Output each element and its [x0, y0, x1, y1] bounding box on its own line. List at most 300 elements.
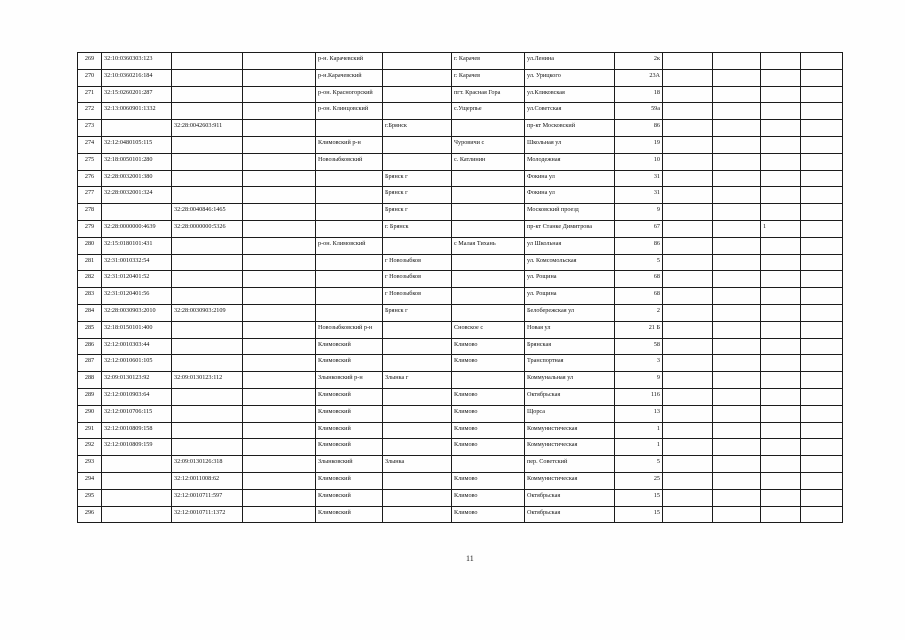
cadastral-number-cell: 32:28:0032001:324 [102, 187, 172, 204]
land-cadastral-number-cell [172, 355, 243, 372]
district-cell [316, 120, 383, 137]
empty-cell [801, 489, 843, 506]
land-cadastral-number-cell [172, 288, 243, 305]
table-row [78, 187, 843, 204]
street-cell: Щорса [525, 405, 615, 422]
row-number-cell: 292 [78, 439, 102, 456]
empty-cell [801, 204, 843, 221]
empty-cell [243, 53, 316, 70]
empty-cell [801, 103, 843, 120]
empty-cell [713, 288, 761, 305]
settlement-cell [383, 472, 452, 489]
table-row [78, 338, 843, 355]
table-row [78, 53, 843, 70]
empty-cell [663, 456, 713, 473]
empty-cell [801, 254, 843, 271]
locality-cell: г. Карачев [452, 69, 525, 86]
settlement-cell [383, 103, 452, 120]
empty-cell [713, 153, 761, 170]
settlement-cell [383, 153, 452, 170]
empty-cell [663, 187, 713, 204]
empty-cell [663, 136, 713, 153]
table-row [78, 136, 843, 153]
settlement-cell [383, 237, 452, 254]
locality-cell [452, 204, 525, 221]
district-cell: Климовский [316, 338, 383, 355]
locality-cell [452, 304, 525, 321]
empty-cell [801, 237, 843, 254]
land-cadastral-number-cell [172, 439, 243, 456]
district-cell: Климовский [316, 405, 383, 422]
empty-cell [713, 472, 761, 489]
table-row [78, 388, 843, 405]
street-cell: ул.Кликовская [525, 86, 615, 103]
house-number-cell: 116 [615, 388, 663, 405]
house-number-cell: 31 [615, 170, 663, 187]
table-row [78, 304, 843, 321]
empty-cell [801, 288, 843, 305]
row-number-cell: 280 [78, 237, 102, 254]
house-number-cell: 18 [615, 86, 663, 103]
empty-cell [243, 372, 316, 389]
empty-cell [801, 405, 843, 422]
land-cadastral-number-cell [172, 321, 243, 338]
empty-cell [663, 120, 713, 137]
locality-cell [452, 271, 525, 288]
empty-cell [663, 422, 713, 439]
street-cell: пр-кт Московский [525, 120, 615, 137]
row-number-cell: 270 [78, 69, 102, 86]
empty-cell [713, 170, 761, 187]
empty-cell [713, 136, 761, 153]
empty-cell [713, 372, 761, 389]
house-number-cell: 2к [615, 53, 663, 70]
locality-cell: г. Карачев [452, 53, 525, 70]
street-cell: Брянская [525, 338, 615, 355]
land-cadastral-number-cell: 32:28:0040846:1465 [172, 204, 243, 221]
street-cell: Коммунальная ул [525, 372, 615, 389]
locality-cell: Сновское с [452, 321, 525, 338]
empty-cell [243, 187, 316, 204]
empty-cell [801, 120, 843, 137]
locality-cell [452, 187, 525, 204]
empty-cell [663, 288, 713, 305]
house-number-cell: 2 [615, 304, 663, 321]
empty-cell [713, 220, 761, 237]
empty-cell [243, 405, 316, 422]
empty-cell [801, 388, 843, 405]
row-number-cell: 293 [78, 456, 102, 473]
house-number-cell: 68 [615, 288, 663, 305]
land-cadastral-number-cell [172, 187, 243, 204]
house-number-cell: 19 [615, 136, 663, 153]
cadastral-number-cell: 32:28:0032001:380 [102, 170, 172, 187]
cadastral-number-cell [102, 204, 172, 221]
row-number-cell: 279 [78, 220, 102, 237]
page-number: 11 [466, 554, 474, 563]
row-number-cell: 285 [78, 321, 102, 338]
extra-cell [761, 321, 801, 338]
row-number-cell: 282 [78, 271, 102, 288]
settlement-cell [383, 338, 452, 355]
settlement-cell: г Новозыбков [383, 254, 452, 271]
row-number-cell: 289 [78, 388, 102, 405]
extra-cell [761, 103, 801, 120]
empty-cell [663, 204, 713, 221]
empty-cell [801, 355, 843, 372]
settlement-cell: Брянск г [383, 204, 452, 221]
district-cell: р-он. Климовский [316, 237, 383, 254]
empty-cell [243, 456, 316, 473]
empty-cell [713, 405, 761, 422]
empty-cell [243, 220, 316, 237]
empty-cell [801, 170, 843, 187]
empty-cell [713, 506, 761, 523]
settlement-cell [383, 422, 452, 439]
extra-cell [761, 187, 801, 204]
street-cell: Новая ул [525, 321, 615, 338]
row-number-cell: 281 [78, 254, 102, 271]
empty-cell [713, 489, 761, 506]
table-row [78, 153, 843, 170]
street-cell: ул. Рощина [525, 271, 615, 288]
empty-cell [801, 53, 843, 70]
settlement-cell [383, 388, 452, 405]
land-cadastral-number-cell [172, 237, 243, 254]
empty-cell [801, 422, 843, 439]
extra-cell [761, 170, 801, 187]
row-number-cell: 271 [78, 86, 102, 103]
settlement-cell [383, 489, 452, 506]
house-number-cell: 13 [615, 405, 663, 422]
house-number-cell: 86 [615, 120, 663, 137]
row-number-cell: 275 [78, 153, 102, 170]
house-number-cell: 68 [615, 271, 663, 288]
land-cadastral-number-cell [172, 170, 243, 187]
empty-cell [243, 69, 316, 86]
empty-cell [663, 439, 713, 456]
row-number-cell: 269 [78, 53, 102, 70]
locality-cell [452, 372, 525, 389]
empty-cell [243, 120, 316, 137]
empty-cell [243, 153, 316, 170]
district-cell [316, 170, 383, 187]
settlement-cell [383, 405, 452, 422]
empty-cell [663, 506, 713, 523]
land-cadastral-number-cell [172, 422, 243, 439]
locality-cell [452, 456, 525, 473]
row-number-cell: 291 [78, 422, 102, 439]
street-cell: ул. Рощина [525, 288, 615, 305]
row-number-cell: 278 [78, 204, 102, 221]
empty-cell [801, 338, 843, 355]
cadastral-number-cell: 32:18:0050101:280 [102, 153, 172, 170]
empty-cell [243, 254, 316, 271]
empty-cell [243, 422, 316, 439]
land-cadastral-number-cell: 32:09:0130123:112 [172, 372, 243, 389]
locality-cell [452, 288, 525, 305]
district-cell: Климовский [316, 439, 383, 456]
empty-cell [801, 271, 843, 288]
settlement-cell [383, 53, 452, 70]
land-cadastral-number-cell: 32:12:0011008:62 [172, 472, 243, 489]
street-cell: ул.Советская [525, 103, 615, 120]
district-cell [316, 204, 383, 221]
empty-cell [713, 86, 761, 103]
empty-cell [713, 69, 761, 86]
empty-cell [243, 506, 316, 523]
register-rows [78, 53, 843, 523]
land-cadastral-number-cell: 32:28:0030903:2109 [172, 304, 243, 321]
extra-cell [761, 53, 801, 70]
district-cell: Климовский [316, 506, 383, 523]
house-number-cell: 86 [615, 237, 663, 254]
house-number-cell: 5 [615, 254, 663, 271]
empty-cell [663, 69, 713, 86]
cadastral-number-cell: 32:12:0010809:159 [102, 439, 172, 456]
row-number-cell: 274 [78, 136, 102, 153]
empty-cell [713, 254, 761, 271]
locality-cell: Климово [452, 439, 525, 456]
house-number-cell: 10 [615, 153, 663, 170]
district-cell [316, 254, 383, 271]
street-cell: Коммунистическая [525, 472, 615, 489]
settlement-cell [383, 136, 452, 153]
empty-cell [663, 254, 713, 271]
empty-cell [801, 153, 843, 170]
settlement-cell: г. Брянск [383, 220, 452, 237]
settlement-cell: Злынка [383, 456, 452, 473]
district-cell: Климовский р-н [316, 136, 383, 153]
extra-cell [761, 388, 801, 405]
land-cadastral-number-cell [172, 388, 243, 405]
empty-cell [801, 304, 843, 321]
settlement-cell [383, 355, 452, 372]
extra-cell [761, 136, 801, 153]
table-row [78, 472, 843, 489]
locality-cell [452, 254, 525, 271]
cadastral-number-cell: 32:31:0120401:56 [102, 288, 172, 305]
district-cell: Злынковский р-н [316, 372, 383, 389]
table-row [78, 271, 843, 288]
table-row [78, 69, 843, 86]
district-cell [316, 304, 383, 321]
row-number-cell: 288 [78, 372, 102, 389]
cadastral-number-cell: 32:28:0000000:4639 [102, 220, 172, 237]
cadastral-number-cell: 32:12:0010706:115 [102, 405, 172, 422]
settlement-cell: Брянск г [383, 170, 452, 187]
empty-cell [713, 103, 761, 120]
empty-cell [243, 472, 316, 489]
locality-cell [452, 120, 525, 137]
house-number-cell: 67 [615, 220, 663, 237]
table-row [78, 103, 843, 120]
street-cell: Фокина ул [525, 170, 615, 187]
cadastral-number-cell: 32:12:0010303:44 [102, 338, 172, 355]
empty-cell [663, 220, 713, 237]
empty-cell [243, 439, 316, 456]
locality-cell: Климово [452, 355, 525, 372]
property-register-table [77, 52, 843, 523]
district-cell: Новозыбковский [316, 153, 383, 170]
land-cadastral-number-cell: 32:28:0042603:911 [172, 120, 243, 137]
extra-cell [761, 355, 801, 372]
cadastral-number-cell [102, 472, 172, 489]
district-cell: р-он. Клинцовский [316, 103, 383, 120]
street-cell: ул.Ленина [525, 53, 615, 70]
empty-cell [663, 237, 713, 254]
row-number-cell: 276 [78, 170, 102, 187]
land-cadastral-number-cell [172, 53, 243, 70]
house-number-cell: 58 [615, 338, 663, 355]
cadastral-number-cell: 32:12:0010809:158 [102, 422, 172, 439]
extra-cell [761, 304, 801, 321]
table-row [78, 456, 843, 473]
locality-cell: Чуровичи с [452, 136, 525, 153]
empty-cell [243, 321, 316, 338]
street-cell: Московский проезд [525, 204, 615, 221]
empty-cell [243, 355, 316, 372]
house-number-cell: 1 [615, 439, 663, 456]
empty-cell [713, 120, 761, 137]
empty-cell [801, 472, 843, 489]
empty-cell [243, 288, 316, 305]
cadastral-number-cell [102, 456, 172, 473]
land-cadastral-number-cell [172, 254, 243, 271]
table-row [78, 489, 843, 506]
extra-cell [761, 254, 801, 271]
cadastral-number-cell: 32:31:0010332:54 [102, 254, 172, 271]
empty-cell [713, 355, 761, 372]
table-row [78, 372, 843, 389]
house-number-cell: 25 [615, 472, 663, 489]
street-cell: Транспортная [525, 355, 615, 372]
house-number-cell: 3 [615, 355, 663, 372]
district-cell: Климовский [316, 388, 383, 405]
locality-cell: с Малая Тихань [452, 237, 525, 254]
land-cadastral-number-cell [172, 103, 243, 120]
empty-cell [663, 304, 713, 321]
extra-cell [761, 288, 801, 305]
house-number-cell: 59а [615, 103, 663, 120]
empty-cell [243, 338, 316, 355]
district-cell [316, 271, 383, 288]
empty-cell [663, 271, 713, 288]
locality-cell [452, 170, 525, 187]
extra-cell [761, 338, 801, 355]
empty-cell [663, 355, 713, 372]
extra-cell: 1 [761, 220, 801, 237]
table-row [78, 220, 843, 237]
cadastral-number-cell: 32:12:0010601:105 [102, 355, 172, 372]
house-number-cell: 21 Б [615, 321, 663, 338]
district-cell [316, 187, 383, 204]
empty-cell [243, 237, 316, 254]
district-cell: Новозыбковский р-н [316, 321, 383, 338]
street-cell: Октябрьская [525, 388, 615, 405]
empty-cell [801, 456, 843, 473]
settlement-cell: Брянск г [383, 304, 452, 321]
empty-cell [713, 388, 761, 405]
empty-cell [243, 170, 316, 187]
cadastral-number-cell: 32:10:0360303:123 [102, 53, 172, 70]
land-cadastral-number-cell [172, 271, 243, 288]
row-number-cell: 296 [78, 506, 102, 523]
cadastral-number-cell: 32:28:0030903:2010 [102, 304, 172, 321]
empty-cell [243, 86, 316, 103]
empty-cell [801, 372, 843, 389]
empty-cell [243, 136, 316, 153]
street-cell: ул Школьная [525, 237, 615, 254]
table-row [78, 405, 843, 422]
table-row [78, 170, 843, 187]
empty-cell [801, 86, 843, 103]
locality-cell: пгт. Красная Гора [452, 86, 525, 103]
land-cadastral-number-cell: 32:12:0010711:597 [172, 489, 243, 506]
empty-cell [801, 321, 843, 338]
house-number-cell: 15 [615, 489, 663, 506]
street-cell: пр-кт Станке Димитрова [525, 220, 615, 237]
cadastral-number-cell [102, 489, 172, 506]
locality-cell: с. Катлинин [452, 153, 525, 170]
land-cadastral-number-cell [172, 405, 243, 422]
extra-cell [761, 422, 801, 439]
empty-cell [663, 321, 713, 338]
extra-cell [761, 439, 801, 456]
house-number-cell: 23А [615, 69, 663, 86]
empty-cell [243, 388, 316, 405]
locality-cell: с.Ущерпье [452, 103, 525, 120]
empty-cell [801, 220, 843, 237]
settlement-cell: г.Брянск [383, 120, 452, 137]
district-cell: Климовский [316, 472, 383, 489]
street-cell: Белобережская ул [525, 304, 615, 321]
district-cell: р-он. Красногорский [316, 86, 383, 103]
row-number-cell: 277 [78, 187, 102, 204]
empty-cell [243, 271, 316, 288]
table-row [78, 120, 843, 137]
row-number-cell: 287 [78, 355, 102, 372]
house-number-cell: 31 [615, 187, 663, 204]
locality-cell: Климово [452, 489, 525, 506]
street-cell: ул. Урицкого [525, 69, 615, 86]
settlement-cell: Злынка г [383, 372, 452, 389]
row-number-cell: 290 [78, 405, 102, 422]
extra-cell [761, 237, 801, 254]
extra-cell [761, 153, 801, 170]
locality-cell: Климово [452, 506, 525, 523]
empty-cell [243, 489, 316, 506]
row-number-cell: 286 [78, 338, 102, 355]
settlement-cell [383, 69, 452, 86]
table-row [78, 204, 843, 221]
land-cadastral-number-cell [172, 69, 243, 86]
district-cell [316, 288, 383, 305]
land-cadastral-number-cell: 32:09:0130126:318 [172, 456, 243, 473]
street-cell: Фокина ул [525, 187, 615, 204]
district-cell: р-н.Карачевский [316, 69, 383, 86]
table-row [78, 86, 843, 103]
table-row [78, 439, 843, 456]
district-cell [316, 220, 383, 237]
empty-cell [243, 103, 316, 120]
cadastral-number-cell: 32:18:0150101:400 [102, 321, 172, 338]
empty-cell [713, 456, 761, 473]
locality-cell: Климово [452, 338, 525, 355]
table-row [78, 288, 843, 305]
empty-cell [663, 153, 713, 170]
house-number-cell: 1 [615, 422, 663, 439]
